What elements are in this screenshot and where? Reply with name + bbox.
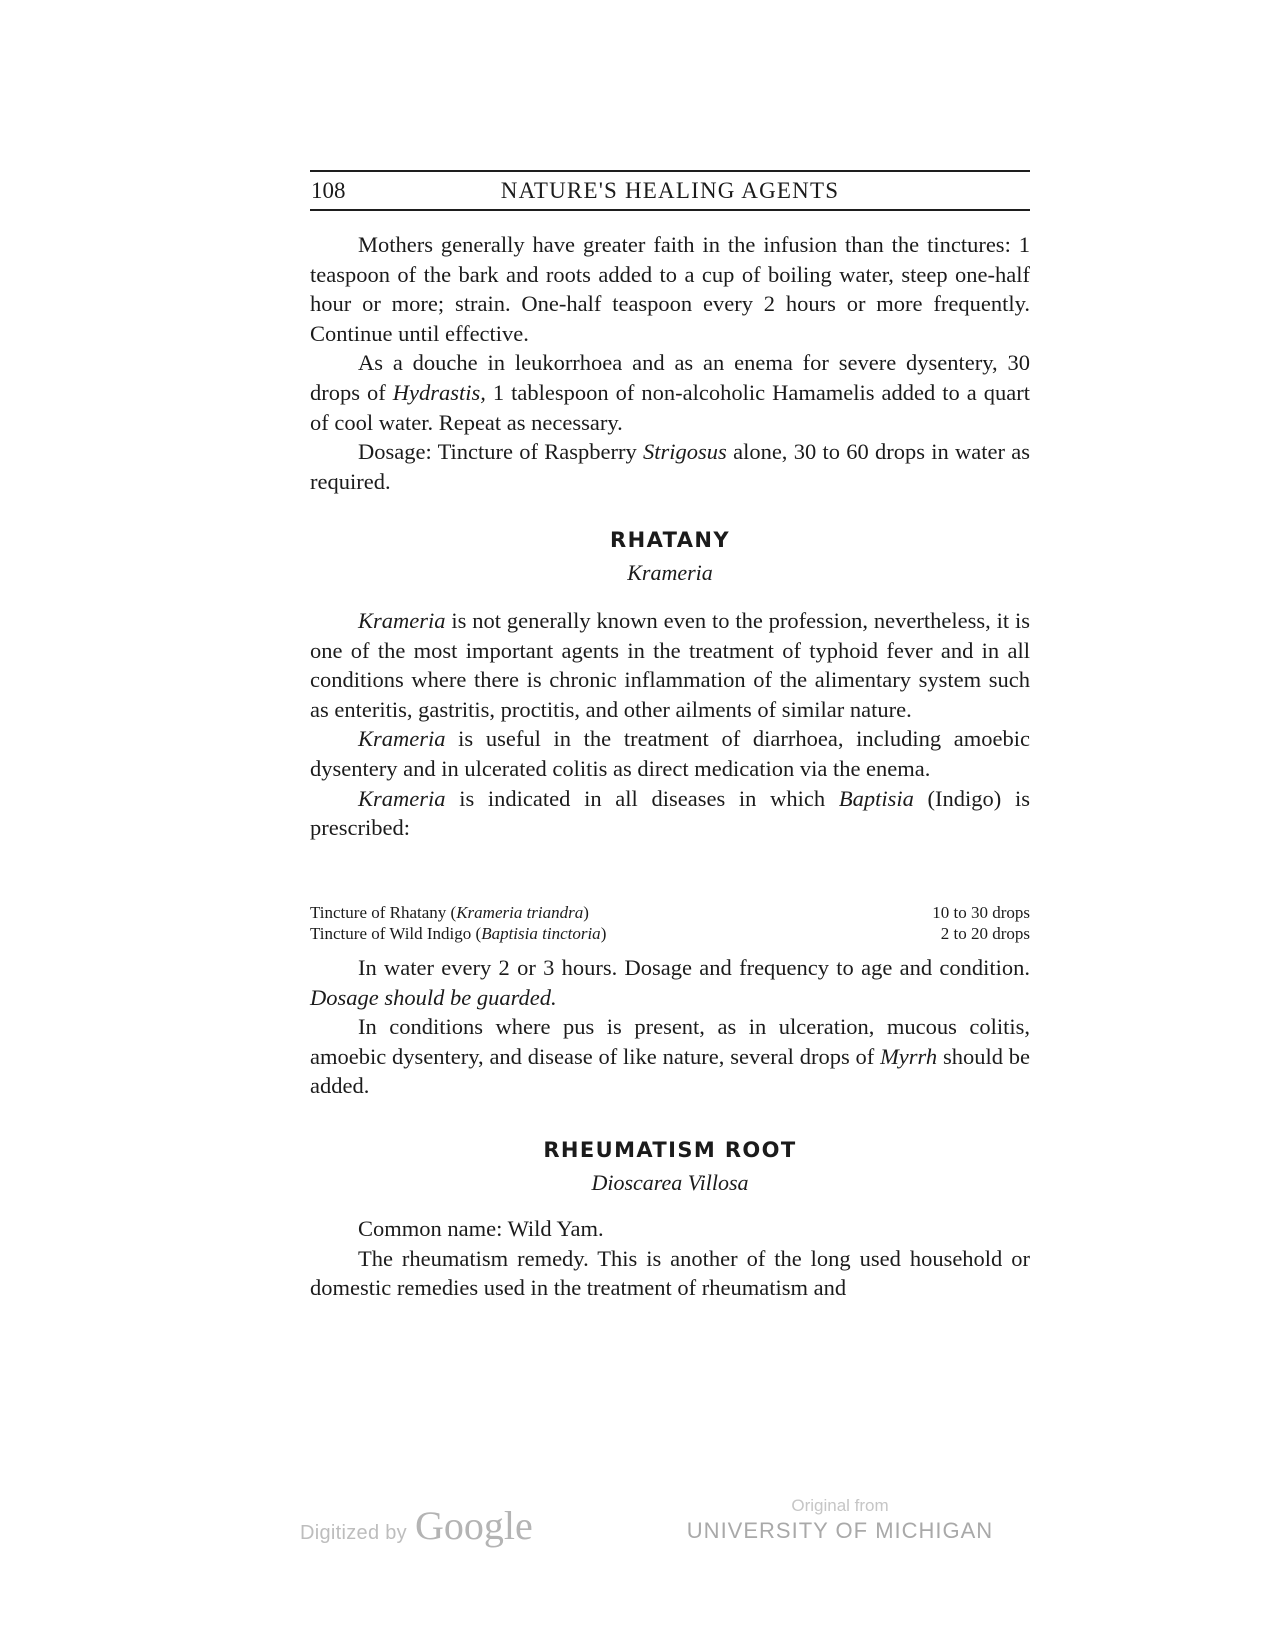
- rhatany-paragraph-4: In water every 2 or 3 hours. Dosage and frequency to age and condition. Dosage should be guarded.: [310, 955, 1030, 1010]
- rhatany-paragraph-1: Krameria is not generally known even to the profession, nevertheless, it is one of the most important agents in the treatment of typhoid fever and in all conditions where there is chronic inflammation of the alimentary system such as enteritis, gastritis, proctitis, and other ailments of similar nature.: [310, 608, 1030, 722]
- rhatany-text: [310, 606, 1030, 843]
- digitized-by-text: Digitized by: [300, 1522, 407, 1544]
- intro-paragraph-2: As a douche in leukorrhoea and as an enema for severe dysentery, 30 drops of Hydrastis, 1 tablespoon of non-alcoholic Hamamelis added to a quart of cool water. Repeat as necessary.: [310, 350, 1030, 435]
- recipe-dose: 2 to 20 drops: [940, 924, 1030, 943]
- running-head: NATURE'S HEALING AGENTS: [500, 178, 840, 203]
- google-logo: Google: [414, 1503, 533, 1548]
- section-subtitle-dioscarea: Dioscarea Villosa: [591, 1170, 749, 1195]
- header-bottom-rule: [310, 209, 1030, 211]
- rheumatism-paragraph-2: The rheumatism remedy. This is another of the long used household or domestic remedies used in the treatment of rheumatism and: [310, 1245, 1030, 1301]
- section-subtitle-krameria: Krameria: [627, 560, 713, 585]
- section-title-rhatany: RHATANY: [610, 528, 730, 552]
- recipe-ingredient: Tincture of Rhatany (Krameria triandra): [310, 903, 589, 922]
- original-from-text: Original from: [791, 1496, 889, 1515]
- recipe-row: [310, 902, 1030, 923]
- rhatany-text-continued: [310, 953, 1030, 1101]
- google-watermark: [300, 1502, 620, 1549]
- university-name: UNIVERSITY OF MICHIGAN: [686, 1518, 994, 1543]
- recipe-table: [310, 902, 1030, 944]
- recipe-row: [310, 923, 1030, 944]
- recipe-dose: 10 to 30 drops: [932, 903, 1030, 922]
- section-title-rheumatism-root: RHEUMATISM ROOT: [543, 1138, 797, 1162]
- intro-text: [310, 230, 1030, 496]
- rhatany-paragraph-5: In conditions where pus is present, as in ulceration, mucous colitis, amoebic dysentery, and disease of like nature, several drops of Myrrh should be added.: [310, 1014, 1030, 1099]
- recipe-ingredient: Tincture of Wild Indigo (Baptisia tinctoria): [310, 924, 607, 943]
- rheumatism-text: [310, 1214, 1030, 1303]
- rheumatism-paragraph-1: Common name: Wild Yam.: [358, 1216, 604, 1241]
- intro-paragraph-1: Mothers generally have greater faith in the infusion than the tinctures: 1 teaspoon of the bark and roots added to a cup of boiling water, steep one-half hour or more; strain. One-half teaspoon every 2 hours or more frequently. Continue until effective.: [310, 232, 1030, 346]
- university-watermark: [640, 1496, 1040, 1544]
- rhatany-paragraph-3: Krameria is indicated in all diseases in which Baptisia (Indigo) is prescribed:: [310, 785, 1030, 841]
- rhatany-paragraph-2: Krameria is useful in the treatment of diarrhoea, including amoebic dysentery and in ulcerated colitis as direct medication via the enema.: [310, 726, 1030, 781]
- page-number: 108: [311, 178, 346, 203]
- intro-paragraph-3: Dosage: Tincture of Raspberry Strigosus alone, 30 to 60 drops in water as required.: [310, 439, 1030, 494]
- header-top-rule: [310, 170, 1030, 172]
